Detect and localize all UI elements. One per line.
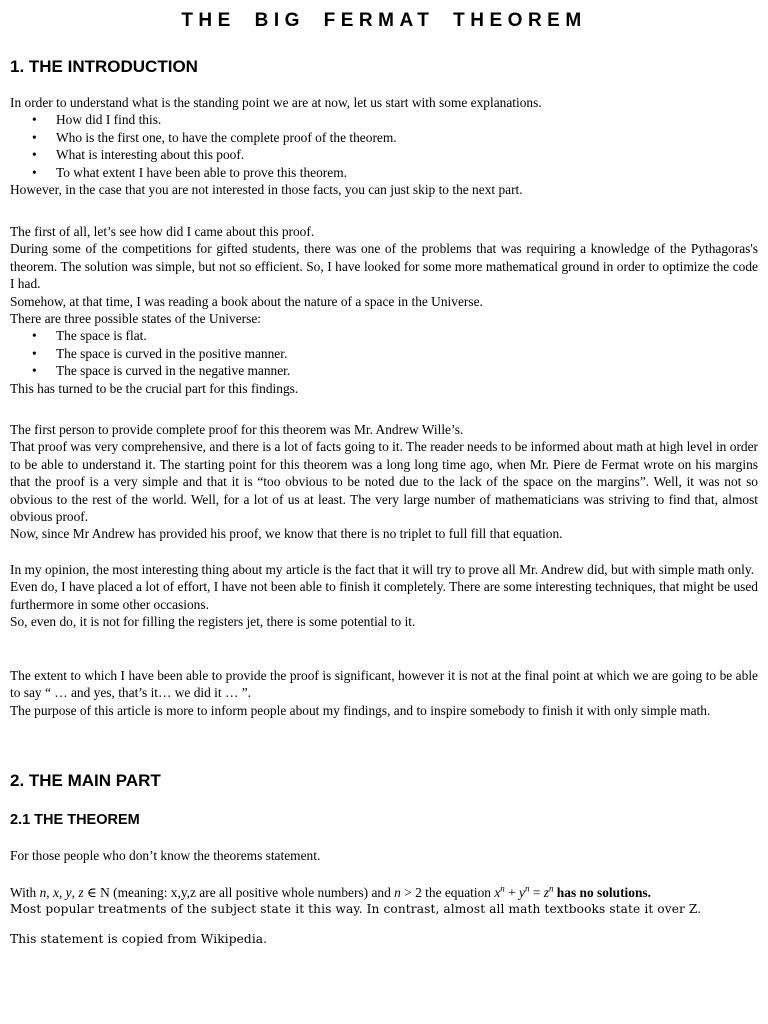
section-heading-introduction: 1. THE INTRODUCTION (10, 57, 198, 76)
list-item: • Who is the first one, to have the complete proof of the theorem. (10, 129, 758, 146)
list-item: • The space is flat. (10, 327, 758, 344)
treatments-note: Most popular treatments of the subject state it this way. In contrast, almost all math textbooks state it over Z. (10, 902, 702, 917)
discovery-block (10, 223, 758, 397)
skip-paragraph: However, in the case that you are not interested in those facts, you can just skip to the next part. (10, 182, 523, 198)
copied-note-block (10, 931, 758, 948)
opinion-block (10, 561, 758, 631)
paragraph: The first person to provide complete proof for this theorem was Mr. Andrew Wille’s. (10, 422, 464, 437)
for-those-block (10, 847, 758, 864)
paragraph: In my opinion, the most interesting thing about my article is the fact that it will try to prove all Mr. Andrew did, but with simple math only. (10, 562, 755, 577)
list-item: • How did I find this. (10, 111, 758, 128)
paragraph: Somehow, at that time, I was reading a book about the nature of a space in the Universe. (10, 293, 483, 309)
paragraph: Even do, I have placed a lot of effort, I have not been able to finish it completely. There are some interesting techniques, that might be used furthermore in some other occasions. (10, 579, 758, 612)
section-heading-main-part: 2. THE MAIN PART (10, 771, 161, 790)
paragraph: Now, since Mr Andrew has provided his proof, we know that there is no triplet to full fill that equation. (10, 526, 563, 542)
theorem-statement: With n, x, y, z ∈ N (meaning: x,y,z are all positive whole numbers) and n > 2 the equation $x^n + y^n = z^n$ has no solutions. (10, 883, 651, 900)
intro-block (10, 94, 758, 198)
paragraph: The purpose of this article is more to inform people about my findings, and to inspire somebody to finish it with only simple math. (10, 702, 711, 718)
paragraph: The first of all, let’s see how did I came about this proof. (10, 224, 315, 239)
document-title: THE BIG FERMAT THEOREM (181, 10, 587, 31)
paragraph: During some of the competitions for gifted students, there was one of the problems that was requiring a knowledge of the Pythagoras's theorem. The solution was simple, but not so efficient. So, I have looked for some more mathematical ground in order to optimize the code I had. (10, 241, 758, 292)
wiles-block (10, 421, 758, 543)
paragraph: There are three possible states of the Universe: (10, 311, 261, 327)
list-item: • The space is curved in the negative manner. (10, 362, 758, 379)
list-item: • What is interesting about this poof. (10, 146, 758, 163)
subsection-heading-theorem: 2.1 THE THEOREM (10, 812, 140, 828)
intro-bullet-list (10, 111, 758, 181)
intro-paragraph: In order to understand what is the standing point we are at now, let us start with some explanations. (10, 95, 542, 110)
list-item: • The space is curved in the positive manner. (10, 345, 758, 362)
wikipedia-note: This statement is copied from Wikipedia. (10, 932, 268, 946)
paragraph: So, even do, it is not for filling the registers jet, there is some potential to it. (10, 614, 416, 630)
extent-block (10, 667, 758, 719)
theorem-statement-block (10, 884, 758, 919)
paragraph: This has turned to be the crucial part for this findings. (10, 380, 299, 396)
list-item: • To what extent I have been able to prove this theorem. (10, 164, 758, 181)
space-bullet-list (10, 327, 758, 379)
paragraph: The extent to which I have been able to provide the proof is significant, however it is not at the final point at which we are going to be able to say “ … and yes, that’s it… we did it … ”. (10, 668, 758, 701)
paragraph: For those people who don’t know the theorems statement. (10, 848, 321, 863)
paragraph: That proof was very comprehensive, and there is a lot of facts going to it. The reader needs to be informed about math at high level in order to be able to understand it. The starting point for this theorem was a long long time ago, when Mr. Piere de Fermat wrote on his margins that the proof is a very simple and that it is “too obvious to be noted due to the lack of the space on the margins”. Well, it was not so obvious to the rest of the world. Well, for a lot of us at least. The very large number of mathematicians was striving to find that, almost obvious proof. (10, 439, 758, 525)
